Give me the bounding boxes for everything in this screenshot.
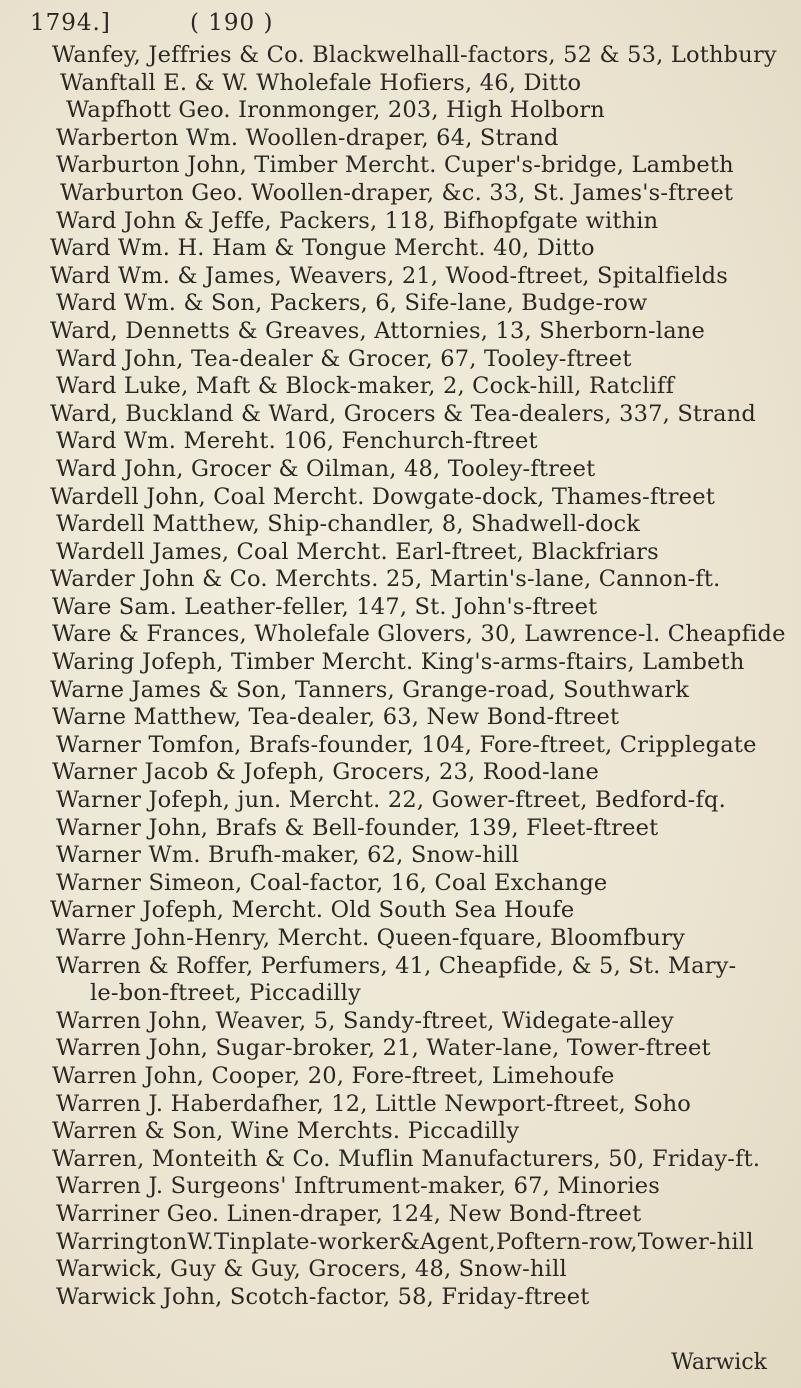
directory-entry: Ward Wm. H. Ham & Tongue Mercht. 40, Ditto	[50, 235, 595, 262]
directory-entry: Ware & Frances, Wholefale Glovers, 30, Lawrence-l. Cheapfide	[52, 621, 786, 648]
directory-entry: Ward, Dennetts & Greaves, Attornies, 13, Sherborn-lane	[50, 317, 706, 344]
directory-entry: Warner Jofeph, Mercht. Old South Sea Houfe	[50, 897, 575, 924]
directory-entry: Ward John & Jeffe, Packers, 118, Bifhopfgate within	[56, 207, 659, 234]
directory-entry: Wanfey, Jeffries & Co. Blackwelhall-factors, 52 & 53, Lothbury	[52, 42, 777, 68]
directory-entry: Wapfhott Geo. Ironmonger, 203, High Holborn	[66, 97, 605, 124]
directory-entry: Warren & Son, Wine Merchts. Piccadilly	[52, 1118, 520, 1145]
directory-entry: Wardell Matthew, Ship-chandler, 8, Shadwell-dock	[56, 511, 641, 538]
directory-entry: Warner Tomfon, Brafs-founder, 104, Fore-ftreet, Cripplegate	[56, 731, 757, 758]
directory-entry: Warner Jacob & Jofeph, Grocers, 23, Rood-lane	[52, 759, 599, 786]
directory-entry: Warren John, Weaver, 5, Sandy-ftreet, Widegate-alley	[56, 1007, 674, 1034]
directory-entry: Ward Wm. & James, Weavers, 21, Wood-ftreet, Spitalfields	[50, 262, 729, 289]
directory-entry: Waring Jofeph, Timber Mercht. King's-arms-ftairs, Lambeth	[52, 649, 745, 676]
directory-entry: Wanftall E. & W. Wholefale Hofiers, 46, Ditto	[60, 69, 582, 96]
directory-entry: Warre John-Henry, Mercht. Queen-fquare, Bloomfbury	[56, 925, 685, 951]
directory-entry: Warner John, Brafs & Bell-founder, 139, Fleet-ftreet	[56, 814, 659, 841]
directory-entry: Ward Wm. Mereht. 106, Fenchurch-ftreet	[56, 428, 538, 455]
directory-entry: Ward John, Grocer & Oilman, 48, Tooley-ftreet	[56, 455, 596, 482]
directory-entry: Wardell James, Coal Mercht. Earl-ftreet, Blackfriars	[56, 538, 659, 565]
directory-entry: Warburton Geo. Woollen-draper, &c. 33, St. James's-ftreet	[60, 179, 734, 206]
directory-entry: Warner Simeon, Coal-factor, 16, Coal Exchange	[56, 869, 608, 896]
page-year: 1794.]	[30, 10, 111, 36]
directory-entry: Warne Matthew, Tea-dealer, 63, New Bond-ftreet	[52, 704, 620, 731]
directory-entry: Ward John, Tea-dealer & Grocer, 67, Tooley-ftreet	[56, 345, 632, 372]
directory-entry: Warren, Monteith & Co. Muflin Manufacturers, 50, Friday-ft.	[52, 1145, 761, 1172]
directory-entry: Warder John & Co. Merchts. 25, Martin's-lane, Cannon-ft.	[50, 566, 721, 593]
directory-entries	[0, 42, 801, 1311]
page-number: ( 190 )	[190, 10, 274, 36]
directory-entry: Warne James & Son, Tanners, Grange-road, Southwark	[50, 676, 690, 703]
directory-entry: Ward, Buckland & Ward, Grocers & Tea-dealers, 337, Strand	[50, 400, 757, 427]
directory-entry: Ward Wm. & Son, Packers, 6, Sife-lane, Budge-row	[56, 290, 648, 317]
directory-entry: Warren J. Surgeons' Inftrument-maker, 67, Minories	[56, 1173, 661, 1200]
directory-entry: Warberton Wm. Woollen-draper, 64, Strand	[56, 124, 559, 151]
directory-entry: Warren & Roffer, Perfumers, 41, Cheapfide, & 5, St. Mary-	[56, 952, 737, 979]
directory-entry: Warburton John, Timber Mercht. Cuper's-bridge, Lambeth	[56, 152, 734, 179]
directory-entry: WarringtonW.Tinplate-worker&Agent,Poftern-row,Tower-hill	[56, 1228, 754, 1255]
directory-entry: Warwick John, Scotch-factor, 58, Friday-ftreet	[56, 1283, 590, 1310]
directory-entry: Wardell John, Coal Mercht. Dowgate-dock, Thames-ftreet	[50, 483, 715, 510]
directory-entry: Warriner Geo. Linen-draper, 124, New Bond-ftreet	[56, 1200, 642, 1227]
directory-entry: Warren John, Cooper, 20, Fore-ftreet, Limehoufe	[52, 1062, 615, 1089]
directory-entry: Warner Jofeph, jun. Mercht. 22, Gower-ftreet, Bedford-fq.	[56, 787, 726, 814]
directory-entry: Warren J. Haberdafher, 12, Little Newport-ftreet, Soho	[56, 1090, 692, 1117]
directory-entry: le-bon-ftreet, Piccadilly	[90, 980, 361, 1007]
directory-entry: Warwick, Guy & Guy, Grocers, 48, Snow-hill	[56, 1256, 567, 1283]
directory-entry: Warren John, Sugar-broker, 21, Water-lane, Tower-ftreet	[56, 1035, 711, 1062]
directory-entry: Ward Luke, Maft & Block-maker, 2, Cock-hill, Ratcliff	[56, 373, 675, 400]
page-header	[30, 6, 771, 44]
catchword: Warwick	[671, 1350, 767, 1375]
directory-entry: Warner Wm. Brufh-maker, 62, Snow-hill	[56, 842, 520, 869]
directory-entry: Ware Sam. Leather-feller, 147, St. John's-ftreet	[52, 593, 598, 620]
